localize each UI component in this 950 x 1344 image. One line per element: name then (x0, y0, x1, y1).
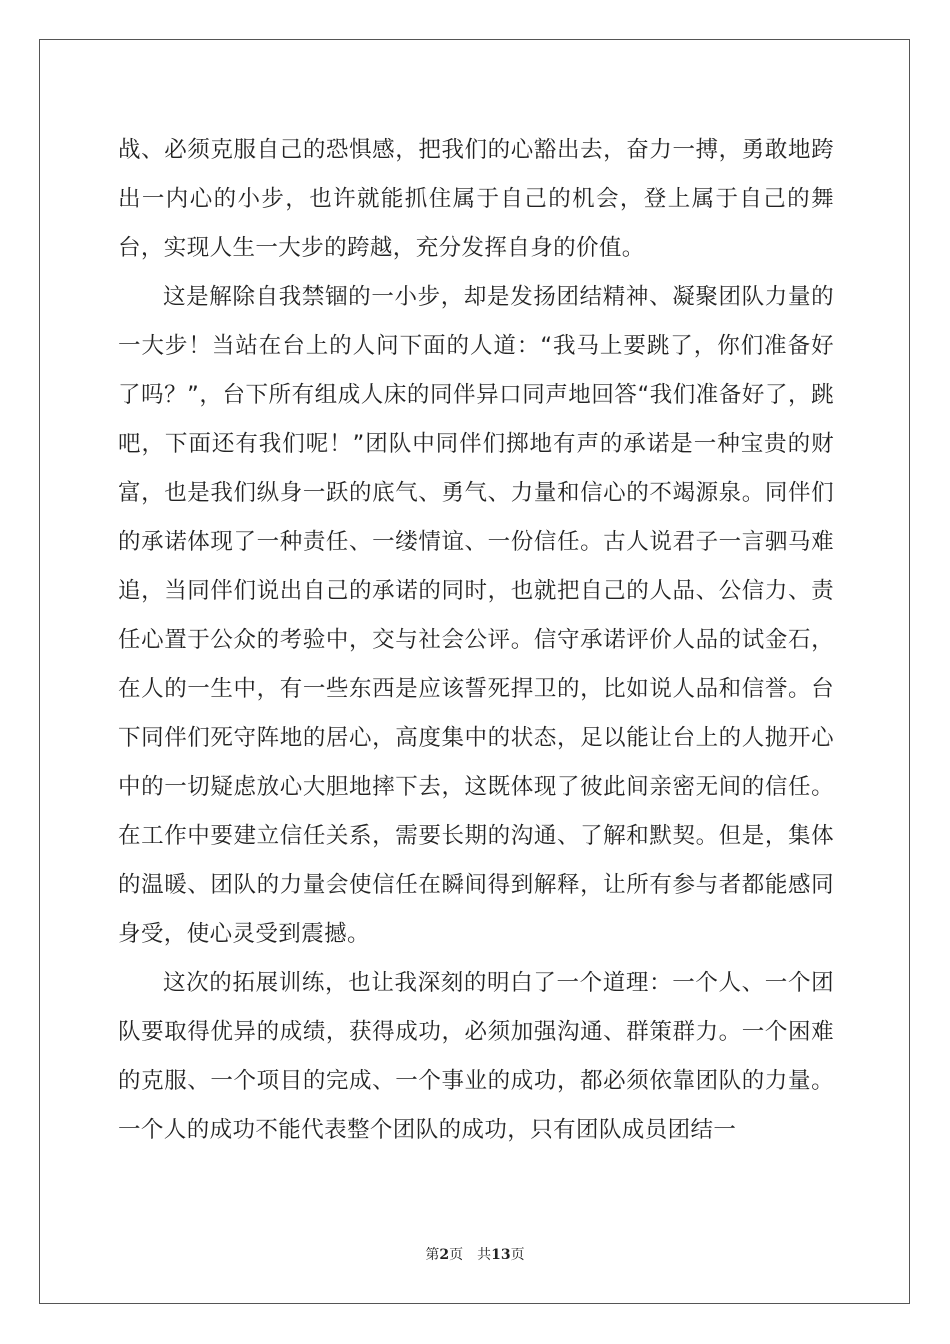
paragraph-2: 这是解除自我禁锢的一小步，却是发扬团结精神、凝聚团队力量的一大步！当站在台上的人问下面的人道：“我马上要跳了，你们准备好了吗？”，台下所有组成人床的同伴异口同声地回答“我们准备好了，跳吧，下面还有我们呢！”团队中同伴们掷地有声的承诺是一种宝贵的财富，也是我们纵身一跃的底气、勇气、力量和信心的不竭源泉。同伴们的承诺体现了一种责任、一缕情谊、一份信任。古人说君子一言驷马难追，当同伴们说出自己的承诺的同时，也就把自己的人品、公信力、责任心置于公众的考验中，交与社会公评。信守承诺评价人品的试金石，在人的一生中，有一些东西是应该誓死捍卫的，比如说人品和信誉。台下同伴们死守阵地的居心，高度集中的状态，足以能让台上的人抛开心中的一切疑虑放心大胆地摔下去，这既体现了彼此间亲密无间的信任。在工作中要建立信任关系，需要长期的沟通、了解和默契。但是，集体的温暖、团队的力量会使信任在瞬间得到解释，让所有参与者都能感同身受，使心灵受到震撼。 (118, 284, 834, 947)
paragraph-1: 战、必须克服自己的恐惧感，把我们的心豁出去，奋力一搏，勇敢地跨出一内心的小步，也许就能抓住属于自己的机会，登上属于自己的舞台，实现人生一大步的跨越，充分发挥自身的价值。 (118, 137, 834, 261)
total-prefix: 共 (477, 1247, 492, 1263)
page-prefix: 第 (425, 1247, 440, 1263)
paragraph-3: 这次的拓展训练，也让我深刻的明白了一个道理：一个人、一个团队要取得优异的成绩，获得成功，必须加强沟通、群策群力。一个困难的克服、一个项目的完成、一个事业的成功，都必须依靠团队的力量。一个人的成功不能代表整个团队的成功，只有团队成员团结一 (118, 970, 834, 1143)
total-pages: 13 (491, 1247, 511, 1263)
page-footer (0, 1244, 950, 1264)
total-suffix: 页 (510, 1247, 525, 1263)
document-body (118, 126, 834, 1155)
page-number: 2 (439, 1247, 450, 1263)
page-suffix: 页 (449, 1247, 464, 1263)
